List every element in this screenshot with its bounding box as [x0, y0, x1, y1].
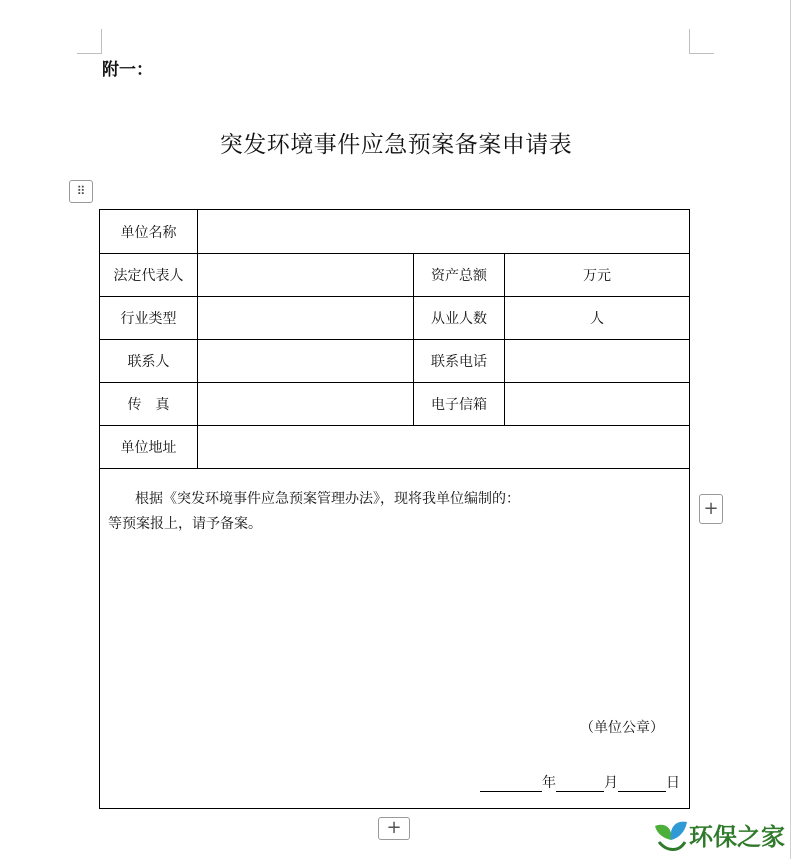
fax-label: 传 真 — [127, 397, 170, 413]
year-label: 年 — [542, 775, 556, 791]
address-field[interactable] — [198, 426, 689, 468]
unit-name-field[interactable] — [198, 210, 689, 253]
legal-rep-label: 法定代表人 — [113, 268, 184, 284]
industry-type-label: 行业类型 — [120, 311, 177, 327]
add-row-button[interactable]: + — [378, 817, 410, 840]
legal-rep-field[interactable] — [198, 254, 413, 296]
leaf-logo-icon — [651, 812, 691, 856]
day-label: 日 — [666, 775, 680, 791]
contact-phone-field[interactable] — [505, 340, 689, 382]
contact-person-label: 联系人 — [127, 354, 170, 370]
unit-seal-label: （单位公章） — [580, 720, 664, 736]
date-line — [480, 772, 680, 792]
add-column-button[interactable]: + — [699, 494, 723, 524]
margin-corner-top-left — [77, 29, 102, 54]
day-blank[interactable] — [618, 779, 666, 792]
form-title: 突发环境事件应急预案备案申请表 — [219, 132, 573, 158]
statement-text[interactable] — [108, 487, 520, 537]
industry-type-field[interactable] — [198, 297, 413, 339]
email-label: 电子信箱 — [431, 397, 487, 413]
year-blank[interactable] — [480, 779, 542, 792]
month-blank[interactable] — [556, 779, 604, 792]
margin-corner-top-right — [689, 29, 714, 54]
contact-person-field[interactable] — [198, 340, 413, 382]
contact-phone-label: 联系电话 — [431, 354, 487, 370]
total-assets-field[interactable]: 万元 — [583, 268, 611, 284]
unit-name-label: 单位名称 — [120, 224, 177, 241]
fax-field[interactable] — [198, 383, 413, 425]
application-form-table — [99, 209, 690, 809]
statement-line-1: 根据《突发环境事件应急预案管理办法》，现将我单位编制的： — [135, 491, 520, 507]
table-move-handle-icon[interactable]: ⠿ — [69, 180, 93, 203]
annex-label: 附一： — [102, 60, 153, 80]
month-label: 月 — [604, 775, 618, 791]
employees-field[interactable]: 人 — [590, 311, 604, 327]
employees-label: 从业人数 — [431, 311, 487, 327]
statement-line-2: 等预案报上，请予备案。 — [108, 516, 262, 532]
row-divider — [100, 468, 689, 469]
watermark-logo — [651, 812, 791, 856]
email-field[interactable] — [505, 383, 689, 425]
watermark-text: 环保之家 — [689, 823, 785, 851]
total-assets-label: 资产总额 — [431, 268, 487, 284]
address-label: 单位地址 — [120, 440, 177, 456]
